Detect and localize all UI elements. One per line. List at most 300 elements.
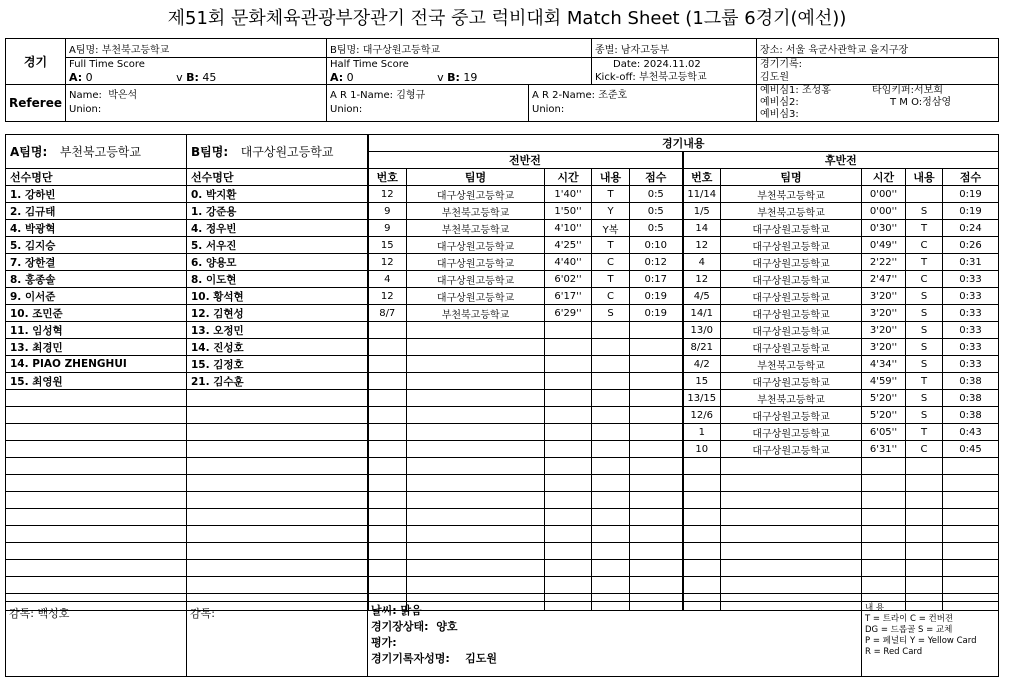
- first-half-cell: 4'40'': [545, 254, 592, 271]
- roster-b-player: 1. 강준용: [187, 203, 368, 220]
- second-half-cell: [862, 526, 906, 543]
- venue-cell: 장소: 서울 육군사관학교 을지구장: [757, 39, 999, 58]
- second-half-cell: [721, 543, 862, 560]
- roster-b-player: 8. 이도현: [187, 271, 368, 288]
- second-half-cell: S: [906, 339, 943, 356]
- first-half-cell: [545, 560, 592, 577]
- match-info-table: [5, 38, 999, 122]
- roster-b-player: [187, 509, 368, 526]
- roster-b-player: [187, 390, 368, 407]
- second-half-cell: 4'34'': [862, 356, 906, 373]
- first-half-cell: 12: [368, 254, 407, 271]
- second-half-cell: [721, 577, 862, 594]
- second-half-cell: 12: [683, 237, 721, 254]
- second-half-cell: 대구상원고등학교: [721, 441, 862, 458]
- second-half-cell: 부천북고등학교: [721, 390, 862, 407]
- half-time-score: Half Time Score A: 0 v B: 19: [327, 58, 592, 85]
- roster-a-player: [6, 390, 187, 407]
- second-half-cell: T: [906, 220, 943, 237]
- first-half-cell: [545, 492, 592, 509]
- table-row: [6, 237, 999, 254]
- second-half-cell: 대구상원고등학교: [721, 220, 862, 237]
- first-half-cell: [545, 356, 592, 373]
- roster-b-player: 14. 진성호: [187, 339, 368, 356]
- first-half-cell: [368, 356, 407, 373]
- coach-a-cell: 감독: 백성호: [6, 602, 187, 677]
- first-half-cell: [545, 543, 592, 560]
- first-half-cell: [407, 526, 545, 543]
- first-half-title: 전반전: [368, 152, 683, 169]
- second-half-cell: [683, 475, 721, 492]
- roster-b-player: 0. 박지환: [187, 186, 368, 203]
- first-half-cell: 대구상원고등학교: [407, 254, 545, 271]
- first-half-cell: [545, 577, 592, 594]
- second-half-cell: 0:33: [943, 322, 999, 339]
- table-row: [6, 492, 999, 509]
- first-half-cell: [368, 509, 407, 526]
- second-half-cell: [906, 560, 943, 577]
- table-row: [6, 373, 999, 390]
- first-half-cell: 0:12: [630, 254, 683, 271]
- roster-a-player: 1. 강하빈: [6, 186, 187, 203]
- team-a-header: A팀명: 부천북고등학교: [6, 135, 187, 169]
- second-half-cell: 4/5: [683, 288, 721, 305]
- page-title: 제51회 문화체육관광부장관기 전국 중고 럭비대회 Match Sheet (1그룹 6경기(예선)): [167, 8, 847, 29]
- second-half-cell: 대구상원고등학교: [721, 271, 862, 288]
- first-half-cell: [592, 543, 630, 560]
- second-half-cell: 5'20'': [862, 390, 906, 407]
- roster-b-player: [187, 441, 368, 458]
- first-half-cell: [407, 509, 545, 526]
- table-row: [6, 475, 999, 492]
- second-half-cell: [683, 560, 721, 577]
- roster-a-player: [6, 492, 187, 509]
- second-half-col-team: 팀명: [721, 169, 862, 186]
- second-half-cell: 대구상원고등학교: [721, 322, 862, 339]
- second-half-cell: [683, 509, 721, 526]
- second-half-cell: 3'20'': [862, 288, 906, 305]
- roster-b-player: [187, 475, 368, 492]
- roster-a-player: [6, 424, 187, 441]
- first-half-cell: [630, 356, 683, 373]
- second-half-cell: [906, 492, 943, 509]
- team-a-title: 부천북고등학교: [59, 145, 141, 159]
- second-half-cell: [862, 543, 906, 560]
- first-half-cell: [592, 526, 630, 543]
- first-half-cell: [545, 390, 592, 407]
- table-row: [6, 407, 999, 424]
- team-b-header: B팀명: 대구상원고등학교: [187, 135, 368, 169]
- full-time-score: Full Time Score A: 0 v B: 45: [66, 58, 327, 85]
- legend-cell: 내 용 T = 트라이 C = 컨버젼 DG = 드롭골 S = 교체 P = 페널티 Y = Yellow Card R = Red Card: [862, 602, 999, 677]
- second-half-cell: [683, 492, 721, 509]
- first-half-cell: 8/7: [368, 305, 407, 322]
- second-half-cell: 2'22'': [862, 254, 906, 271]
- second-half-cell: [943, 526, 999, 543]
- roster-a-player: [6, 577, 187, 594]
- first-half-cell: [630, 424, 683, 441]
- first-half-cell: 0:10: [630, 237, 683, 254]
- first-half-cell: [630, 458, 683, 475]
- first-half-cell: [368, 424, 407, 441]
- footer-table: [5, 601, 999, 677]
- first-half-cell: [368, 441, 407, 458]
- second-half-title: 후반전: [683, 152, 999, 169]
- second-half-cell: 10: [683, 441, 721, 458]
- second-half-cell: 6'05'': [862, 424, 906, 441]
- second-half-cell: 0:33: [943, 271, 999, 288]
- roster-a-player: [6, 543, 187, 560]
- first-half-cell: [592, 509, 630, 526]
- first-half-col-team: 팀명: [407, 169, 545, 186]
- table-row: [6, 186, 999, 203]
- first-half-cell: [368, 458, 407, 475]
- roster-b-player: [187, 407, 368, 424]
- first-half-cell: [545, 339, 592, 356]
- conditions-cell: 날씨: 맑음 경기장상태: 양호 평가: 경기기록자성명: 김도원: [368, 602, 862, 677]
- second-half-cell: 0:19: [943, 186, 999, 203]
- first-half-cell: [368, 492, 407, 509]
- table-row: [6, 543, 999, 560]
- first-half-col-time: 시간: [545, 169, 592, 186]
- table-row: [6, 254, 999, 271]
- second-half-cell: 0'49'': [862, 237, 906, 254]
- first-half-cell: [545, 373, 592, 390]
- first-half-cell: 4'10'': [545, 220, 592, 237]
- second-half-cell: 대구상원고등학교: [721, 339, 862, 356]
- second-half-cell: 12/6: [683, 407, 721, 424]
- second-half-cell: [906, 577, 943, 594]
- first-half-cell: [630, 526, 683, 543]
- first-half-cell: [368, 577, 407, 594]
- first-half-cell: [630, 560, 683, 577]
- second-half-cell: 대구상원고등학교: [721, 407, 862, 424]
- second-half-cell: [721, 560, 862, 577]
- game-label: 경기: [6, 39, 66, 85]
- second-half-cell: 대구상원고등학교: [721, 254, 862, 271]
- roster-b-player: [187, 543, 368, 560]
- second-half-cell: 0:33: [943, 339, 999, 356]
- first-half-cell: [368, 560, 407, 577]
- first-half-cell: [592, 339, 630, 356]
- first-half-cell: [407, 373, 545, 390]
- first-half-cell: Y: [592, 203, 630, 220]
- table-row: [6, 441, 999, 458]
- first-half-cell: 대구상원고등학교: [407, 288, 545, 305]
- second-half-cell: S: [906, 390, 943, 407]
- team-b-title: 대구상원고등학교: [240, 145, 334, 159]
- table-row: [6, 203, 999, 220]
- second-half-cell: 0:24: [943, 220, 999, 237]
- second-half-cell: 1: [683, 424, 721, 441]
- second-half-cell: 5'20'': [862, 407, 906, 424]
- first-half-cell: [545, 509, 592, 526]
- second-half-cell: S: [906, 288, 943, 305]
- roster-a-player: 9. 이서준: [6, 288, 187, 305]
- first-half-cell: 9: [368, 203, 407, 220]
- first-half-cell: 0:17: [630, 271, 683, 288]
- second-half-cell: T: [906, 254, 943, 271]
- roster-b-player: 15. 김정호: [187, 356, 368, 373]
- table-row: [6, 577, 999, 594]
- second-half-cell: S: [906, 356, 943, 373]
- second-half-cell: [862, 458, 906, 475]
- first-half-cell: 0:5: [630, 220, 683, 237]
- first-half-cell: T: [592, 186, 630, 203]
- roster-a-header: 선수명단: [6, 169, 187, 186]
- roster-a-player: 5. 김지승: [6, 237, 187, 254]
- second-half-cell: 3'20'': [862, 305, 906, 322]
- second-half-cell: S: [906, 322, 943, 339]
- first-half-cell: 0:5: [630, 203, 683, 220]
- table-row: [6, 560, 999, 577]
- second-half-cell: S: [906, 407, 943, 424]
- second-half-cell: [906, 543, 943, 560]
- table-row: [6, 458, 999, 475]
- first-half-cell: [592, 458, 630, 475]
- first-half-cell: [407, 543, 545, 560]
- first-half-cell: [545, 475, 592, 492]
- first-half-cell: 0:19: [630, 305, 683, 322]
- first-half-cell: [368, 543, 407, 560]
- second-half-cell: [906, 475, 943, 492]
- table-row: [6, 305, 999, 322]
- first-half-cell: [592, 441, 630, 458]
- first-half-cell: [407, 560, 545, 577]
- second-half-cell: 0:19: [943, 203, 999, 220]
- first-half-cell: [407, 390, 545, 407]
- second-half-cell: 14/1: [683, 305, 721, 322]
- second-half-cell: 0'00'': [862, 203, 906, 220]
- roster-b-player: 4. 정우빈: [187, 220, 368, 237]
- second-half-cell: 0:26: [943, 237, 999, 254]
- second-half-col-type: 내용: [906, 169, 943, 186]
- first-half-cell: [630, 492, 683, 509]
- first-half-cell: [368, 322, 407, 339]
- second-half-cell: [862, 577, 906, 594]
- roster-a-player: 10. 조민준: [6, 305, 187, 322]
- first-half-cell: [368, 373, 407, 390]
- table-row: [6, 220, 999, 237]
- writer-name: 김도원: [465, 652, 497, 665]
- first-half-cell: 4'25'': [545, 237, 592, 254]
- second-half-cell: 11/14: [683, 186, 721, 203]
- second-half-cell: [721, 526, 862, 543]
- second-half-cell: 부천북고등학교: [721, 356, 862, 373]
- table-row: [6, 339, 999, 356]
- second-half-cell: 0:38: [943, 390, 999, 407]
- first-half-cell: 6'02'': [545, 271, 592, 288]
- referee-name: 박은석: [108, 90, 138, 101]
- table-row: [6, 509, 999, 526]
- table-row: [6, 424, 999, 441]
- roster-a-player: 4. 박광혁: [6, 220, 187, 237]
- date-kickoff: Date: 2024.11.02 Kick-off: 부천북고등학교: [592, 58, 757, 85]
- first-half-cell: [407, 407, 545, 424]
- team-b-name: 대구상원고등학교: [362, 44, 441, 56]
- second-half-cell: S: [906, 305, 943, 322]
- team-a-cell: A팀명: 부천북고등학교: [66, 39, 327, 58]
- first-half-cell: 0:19: [630, 288, 683, 305]
- second-half-cell: [683, 543, 721, 560]
- second-half-cell: 13/15: [683, 390, 721, 407]
- roster-b-header: 선수명단: [187, 169, 368, 186]
- second-half-cell: 대구상원고등학교: [721, 305, 862, 322]
- second-half-cell: 0:31: [943, 254, 999, 271]
- second-half-col-no: 번호: [683, 169, 721, 186]
- roster-b-player: 12. 김현성: [187, 305, 368, 322]
- first-half-cell: [545, 458, 592, 475]
- first-half-cell: [407, 356, 545, 373]
- first-half-cell: [630, 390, 683, 407]
- first-half-cell: 12: [368, 186, 407, 203]
- first-half-cell: T: [592, 237, 630, 254]
- roster-b-player: 10. 황석현: [187, 288, 368, 305]
- second-half-cell: 0:43: [943, 424, 999, 441]
- second-half-cell: T: [906, 373, 943, 390]
- first-half-cell: 1'40'': [545, 186, 592, 203]
- first-half-cell: [368, 390, 407, 407]
- second-half-cell: 대구상원고등학교: [721, 237, 862, 254]
- second-half-cell: [906, 509, 943, 526]
- first-half-cell: [630, 339, 683, 356]
- first-half-cell: 0:5: [630, 186, 683, 203]
- first-half-cell: 9: [368, 220, 407, 237]
- roster-a-player: 2. 김규태: [6, 203, 187, 220]
- second-half-cell: 3'20'': [862, 322, 906, 339]
- first-half-cell: 12: [368, 288, 407, 305]
- roster-b-player: [187, 526, 368, 543]
- roster-a-player: [6, 458, 187, 475]
- first-half-cell: [368, 407, 407, 424]
- first-half-cell: [630, 373, 683, 390]
- second-half-cell: [943, 509, 999, 526]
- second-half-cell: 4: [683, 254, 721, 271]
- first-half-cell: [545, 407, 592, 424]
- table-row: [6, 322, 999, 339]
- first-half-cell: [407, 475, 545, 492]
- second-half-cell: 2'47'': [862, 271, 906, 288]
- second-half-cell: [943, 577, 999, 594]
- first-half-cell: [592, 577, 630, 594]
- second-half-cell: [862, 475, 906, 492]
- second-half-cell: 부천북고등학교: [721, 203, 862, 220]
- second-half-cell: 0:45: [943, 441, 999, 458]
- coach-a-name: 백성호: [37, 607, 70, 620]
- referee-cell: Name: 박은석 Union:: [66, 85, 327, 122]
- second-half-cell: [943, 475, 999, 492]
- first-half-cell: 부천북고등학교: [407, 305, 545, 322]
- first-half-cell: [630, 509, 683, 526]
- first-half-cell: [545, 441, 592, 458]
- first-half-cell: [407, 424, 545, 441]
- first-half-cell: 6'29'': [545, 305, 592, 322]
- roster-and-events-table: [5, 134, 999, 611]
- second-half-cell: 12: [683, 271, 721, 288]
- first-half-cell: Y복: [592, 220, 630, 237]
- first-half-col-score: 점수: [630, 169, 683, 186]
- first-half-cell: [592, 475, 630, 492]
- roster-a-player: [6, 509, 187, 526]
- first-half-cell: [592, 322, 630, 339]
- first-half-cell: [545, 424, 592, 441]
- roster-b-player: 21. 김수훈: [187, 373, 368, 390]
- first-half-cell: [592, 492, 630, 509]
- second-half-cell: [862, 492, 906, 509]
- second-half-cell: [683, 577, 721, 594]
- first-half-cell: [407, 322, 545, 339]
- second-half-col-score: 점수: [943, 169, 999, 186]
- second-half-cell: [906, 458, 943, 475]
- first-half-cell: [630, 475, 683, 492]
- match-content-title: 경기내용: [368, 135, 999, 152]
- second-half-cell: [906, 186, 943, 203]
- first-half-cell: [368, 339, 407, 356]
- roster-a-player: 15. 최영원: [6, 373, 187, 390]
- category-cell: 종별: 남자고등부: [592, 39, 757, 58]
- second-half-cell: 대구상원고등학교: [721, 424, 862, 441]
- coach-b-cell: 감독:: [187, 602, 368, 677]
- recorder-cell: 경기기록: 김도원: [757, 58, 999, 85]
- roster-b-player: [187, 458, 368, 475]
- team-b-cell: B팀명: 대구상원고등학교: [327, 39, 592, 58]
- roster-a-player: 7. 장한결: [6, 254, 187, 271]
- second-half-cell: 부천북고등학교: [721, 186, 862, 203]
- referee-label: Referee: [6, 85, 66, 122]
- officials-cell: 예비심1: 조성홍 타임키퍼:서보희 예비심2: T M O:정삼영 예비심3:: [757, 85, 999, 122]
- second-half-cell: 0:33: [943, 356, 999, 373]
- second-half-cell: 4/2: [683, 356, 721, 373]
- ar1-cell: A R 1-Name: 김형규 Union:: [327, 85, 529, 122]
- roster-b-player: [187, 577, 368, 594]
- first-half-cell: 15: [368, 237, 407, 254]
- first-half-cell: [407, 441, 545, 458]
- first-half-cell: [630, 543, 683, 560]
- roster-a-player: [6, 441, 187, 458]
- second-half-cell: [683, 458, 721, 475]
- first-half-cell: 1'50'': [545, 203, 592, 220]
- second-half-col-time: 시간: [862, 169, 906, 186]
- second-half-cell: 6'31'': [862, 441, 906, 458]
- first-half-cell: [545, 526, 592, 543]
- first-half-cell: [592, 390, 630, 407]
- second-half-cell: 0:33: [943, 305, 999, 322]
- first-half-cell: 대구상원고등학교: [407, 186, 545, 203]
- table-row: [6, 526, 999, 543]
- first-half-cell: [368, 475, 407, 492]
- first-half-cell: [592, 424, 630, 441]
- first-half-cell: [592, 407, 630, 424]
- first-half-cell: [592, 356, 630, 373]
- first-half-col-type: 내용: [592, 169, 630, 186]
- second-half-cell: [862, 509, 906, 526]
- roster-b-player: 6. 양용모: [187, 254, 368, 271]
- second-half-cell: [721, 509, 862, 526]
- first-half-col-no: 번호: [368, 169, 407, 186]
- first-half-cell: [630, 441, 683, 458]
- roster-a-player: 14. PIAO ZHENGHUI: [6, 356, 187, 373]
- second-half-cell: 0:38: [943, 407, 999, 424]
- second-half-cell: C: [906, 271, 943, 288]
- roster-a-player: [6, 475, 187, 492]
- second-half-cell: 0:38: [943, 373, 999, 390]
- first-half-cell: S: [592, 305, 630, 322]
- second-half-cell: C: [906, 441, 943, 458]
- first-half-cell: 6'17'': [545, 288, 592, 305]
- roster-a-player: [6, 526, 187, 543]
- table-row: [6, 271, 999, 288]
- first-half-cell: [407, 577, 545, 594]
